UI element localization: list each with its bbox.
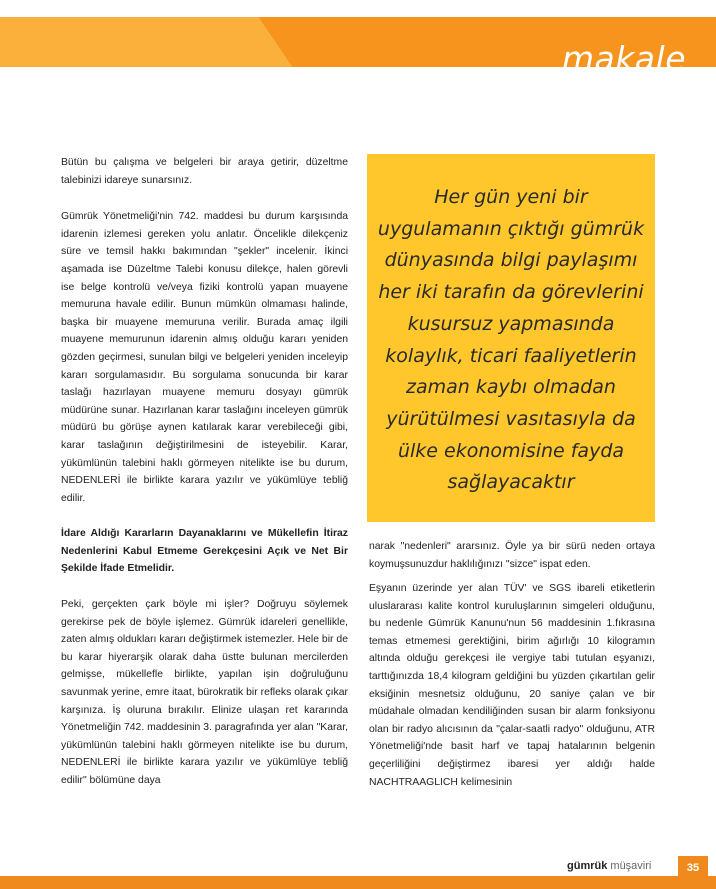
footer-brand [567, 860, 651, 872]
header-band-light [0, 17, 292, 67]
left-paragraph-2: Gümrük Yönetmeliği'nin 742. maddesi bu durum karşısında idarenin izlemesi gereken yolu anlatır. Öncelikle dilekçeniz süre ve temsil hakkı bakımından "şekler" incelenir. İkinci aşamada ise Düzeltme Talebi konusu dilekçe, halen görevli ise belge kontrolü ve/veya fiziki kontrolü yapan muayene memuruna havale edilir. Bunun mümkün olmaması halinde, başka bir muayene memuruna verilir. Burada amaç ilgili muayene memurunun idarenin almış olduğu kararı yeniden gözden geçirmesi, sunulan bilgi ve belgeleri yeniden inceleyip kararı sorgulamasıdır. Bu sorgulama sonucunda bir karar taslağı hazırlayan muayene memuru dosyayı gümrük müdürüne sunar. Hazırlanan karar taslağını inceleyen gümrük müdürü bu görüşe aynen katılarak karar verebileceği gibi, karar taslağının değiştirilmesini de isteyebilir. Karar, yükümlünün talebini haklı görmeyen nitelikte ise bu durum, NEDENLERİ ile birlikte karara yazılır ve yükümlüye tebliğ edilir. [61, 211, 348, 504]
footer-bar [0, 876, 716, 889]
left-column [61, 154, 348, 790]
right-paragraph-1: narak "nedenleri" ararsınız. Öyle ya bir sürü neden ortaya koymuşsunuzdur haklılığınızı "sizce" ispat eden. [369, 541, 655, 570]
section-heading: İdare Aldığı Kararların Dayanaklarını ve Mükellefin İtiraz Nedenlerini Kabul Etmeme Gerekçesini Açık ve Net Bir Şekilde İfade Etmelidir. [61, 528, 348, 575]
left-paragraph-1: Bütün bu çalışma ve belgeleri bir araya getirir, düzeltme talebinizi idareye sunarsınız. [61, 157, 348, 186]
footer-brand-bold: gümrük [567, 860, 608, 872]
section-title: makale [561, 39, 686, 78]
pullquote-text: Her gün yeni bir uygulamanın çıktığı gümrük dünyasında bilgi paylaşımı her iki tarafın da görevlerini kusursuz yapmasında kolaylık, ticari faaliyetlerin zaman kaybı olmadan yürütülmesi vasıtasıyla da ülke ekonomisine fayda sağlayacaktır [377, 186, 645, 494]
left-paragraph-3: Peki, gerçekten çark böyle mi işler? Doğruyu söylemek gerekirse pek de böyle işlemez. Gümrük idareleri genellikle, zaten almış oldukları kararı değiştirmek istemezler. Hele bir de bu karar hiyerarşik olarak daha üstte bulunan mercilerden gelmişse, mükellefle birlikte, yapılan işin doğruluğunu savunmak yerine, emre itaat, bürokratik bir refleks olarak çıkar karşınıza. İş oluruna bırakılır. Elinize ulaşan ret kararında Yönetmeliğin 742. maddesinin 3. paragrafında yer alan "Karar, yükümlünün talebini haklı görmeyen nitelikte ise bu durum, NEDENLERİ ile birlikte karara yazılır ve yükümlüye tebliğ edilir" bölümüne daya [61, 599, 348, 786]
right-paragraph-2: Eşyanın üzerinde yer alan TÜV' ve SGS ibareli etiketlerin uluslararası kalite kontrol kuruluşlarının simgeleri olduğunu, bu nedenle Gümrük Kanunu'nun 56 maddesinin 1.fıkrasına temas etmemesi gerektiğini, birim ağırlığı 10 kilogramın altında olduğu gerekçesi ile vergiye tabi tutulan eşyanızı, tarttığınızda 18,4 kilogram geldiğini bu yüzden çıkartılan gelir eksiğinin mesnetsiz olduğunu, 20 saniye çalan ve bir müdahale olmadan kendiliğinden susan bir alarm fonksiyonu olan bir radyo alıcısının da "çalar-saatli radyo" olduğunu, ATR Yönetmeliği'nde basit harf ve tapaj hatalarının belgenin geçerliliğini değiştirmez ibaresi yer aldığı halde NACHTRAAGLICH kelimesinin [369, 583, 655, 788]
footer-brand-light: müşaviri [610, 860, 652, 872]
right-column-bottom [369, 580, 655, 791]
pullquote-box [367, 154, 655, 522]
header-band [0, 17, 716, 78]
page-number: 35 [678, 856, 708, 880]
right-column-top [369, 538, 655, 573]
